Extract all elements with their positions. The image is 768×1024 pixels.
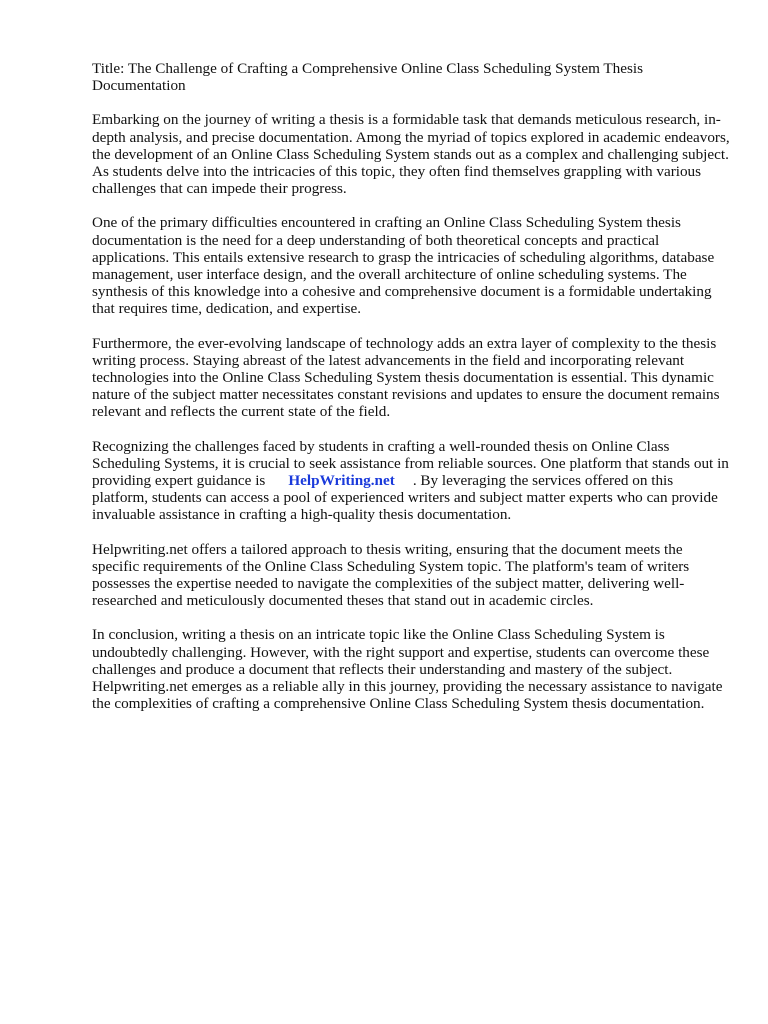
paragraph-technology: Furthermore, the ever-evolving landscape of technology adds an extra layer of complexity to the thesis writing process. Staying abreast of the latest advancements in the field and incorporating relevant technologies into the Online Class Scheduling System thesis documentation is essential. This dynamic nature of the subject matter necessitates constant revisions and updates to ensure the document remains relevant and reflects the current state of the field. — [92, 334, 720, 421]
helpwriting-link[interactable]: HelpWriting.net — [288, 472, 395, 490]
paragraph-recommendation — [92, 438, 732, 524]
paragraph-conclusion: In conclusion, writing a thesis on an intricate topic like the Online Class Scheduling System is undoubtedly challenging. However, with the right support and expertise, students can overcome these challenges and produce a document that reflects their understanding and mastery of the subject. Helpwriting.net emerges as a reliable ally in this journey, providing the necessary assistance to navigate the complexities of crafting a comprehensive Online Class Scheduling System thesis documentation. — [92, 626, 723, 713]
paragraph-recommendation-before: Recognizing the challenges faced by students in crafting a well-rounded thesis on Online Class Scheduling Systems, it is crucial to seek assistance from reliable sources. One platform that stands out in providing expert guidance is — [92, 437, 729, 490]
paragraph-intro: Embarking on the journey of writing a thesis is a formidable task that demands meticulous research, in-depth analysis, and precise documentation. Among the myriad of topics explored in academic endeavors, the development of an Online Class Scheduling System stands out as a complex and challenging subject. As students delve into the intricacies of this topic, they often find themselves grappling with various challenges that can impede their progress. — [92, 111, 730, 198]
document-title: Title: The Challenge of Crafting a Comprehensive Online Class Scheduling System Thesis Documentation — [92, 60, 644, 95]
paragraph-recommendation-after: . By leveraging the services offered on this platform, students can access a pool of experienced writers and subject matter experts who can provide invaluable assistance in crafting a high-quality thesis documentation. — [92, 472, 718, 524]
paragraph-service: Helpwriting.net offers a tailored approach to thesis writing, ensuring that the document meets the specific requirements of the Online Class Scheduling System topic. The platform's team of writers possesses the expertise needed to navigate the complexities of the subject matter, delivering well-researched and meticulously documented theses that stand out in academic circles. — [92, 540, 690, 610]
paragraph-difficulties: One of the primary difficulties encountered in crafting an Online Class Scheduling System thesis documentation is the need for a deep understanding of both theoretical concepts and practical applications. This entails extensive research to grasp the intricacies of scheduling algorithms, database management, user interface design, and the overall architecture of online scheduling systems. The synthesis of this knowledge into a cohesive and comprehensive document is a formidable undertaking that requires time, dedication, and expertise. — [92, 214, 715, 318]
